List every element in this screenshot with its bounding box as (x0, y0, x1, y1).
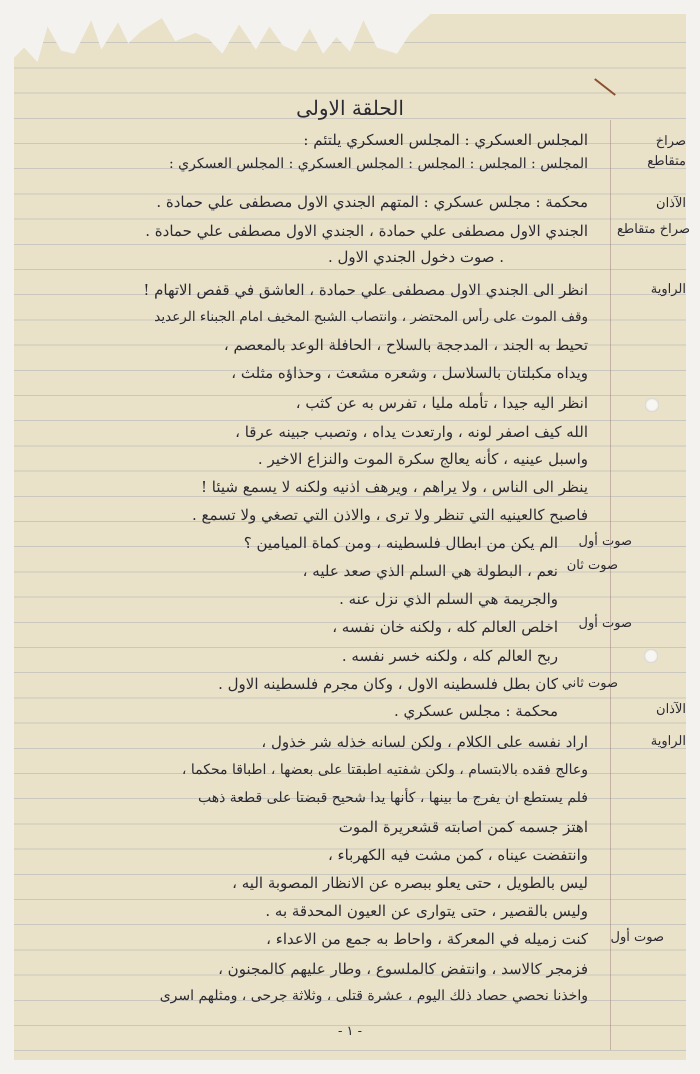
text-line: وعالج فقده بالابتسام ، ولكن شفتيه اطبقتا على بعضها ، اطباقا محكما ، (181, 762, 588, 778)
text-line: الجندي الاول مصطفى علي حمادة ، الجندي الاول مصطفى علي حمادة . (145, 222, 588, 240)
margin-label-azan: الآذان (656, 196, 686, 211)
text-line: الله كيف اصفر لونه ، وارتعدت يداه ، وتصبب جبينه عرقا ، (235, 423, 588, 441)
text-line: كان بطل فلسطينه الاول ، وكان مجرم فلسطينه الاول . (218, 675, 558, 693)
text-line: محكمة : مجلس عسكري . (393, 702, 558, 720)
text-line: اراد نفسه على الكلام ، ولكن لسانه خذله شر خذول ، (261, 733, 588, 751)
text-line: وانتفضت عيناه ، كمن مشت فيه الكهرباء ، (327, 846, 588, 864)
page-title: الحلقة الاولى (296, 96, 404, 120)
margin-label-narrator: الراوية (650, 282, 686, 297)
margin-label-narrator-2: الراوية (650, 734, 686, 749)
margin-label-voice-4: صوت ثاني (561, 676, 618, 691)
text-line: واسبل عينيه ، كأنه يعالج سكرة الموت والنزاع الاخير . (257, 450, 588, 468)
margin-label-crosstalk-2: صراخ متقاطع (616, 222, 690, 237)
text-line: كنت زميله في المعركة ، واحاط به جمع من الاعداء ، (266, 930, 588, 948)
text-line: تحيط به الجند ، المدججة بالسلاح ، الحافلة الوعد بالمعصم ، (223, 336, 588, 354)
text-line: انظر اليه جيدا ، تأمله مليا ، تفرس به عن كثب ، (295, 394, 588, 412)
text-line: فلم يستطع ان يفرج ما بينها ، كأنها يدا شحيح قبضتا على قطعة ذهب (197, 790, 588, 806)
text-line: المجلس : المجلس : المجلس : المجلس العسكري : المجلس العسكري : (168, 156, 588, 172)
text-line: والجريمة هي السلم الذي نزل عنه . (339, 590, 558, 608)
text-line: محكمة : مجلس عسكري : المتهم الجندي الاول مصطفى علي حمادة . (156, 193, 588, 211)
text-line: ويداه مكبلتان بالسلاسل ، وشعره مشعث ، وحذاؤه مثلث ، (231, 364, 588, 382)
punch-hole (645, 398, 659, 412)
text-line: ينظر الى الناس ، ولا يراهم ، ويرهف اذنيه ولكنه لا يسمع شيئا ! (200, 478, 588, 496)
text-line: اخلص العالم كله ، ولكنه خان نفسه ، (332, 618, 558, 636)
margin-label-azan-2: الآذان (656, 702, 686, 717)
margin-label-voice-1: صوت أول (578, 534, 632, 549)
text-line: الم يكن من ابطال فلسطينه ، ومن كماة الميامين ؟ (243, 534, 558, 552)
text-line: وليس بالقصير ، حتى يتوارى عن العيون المحدقة به . (265, 902, 588, 920)
punch-hole (644, 649, 658, 663)
text-line: المجلس العسكري : المجلس العسكري يلتئم : (303, 131, 588, 149)
text-line: انظر الى الجندي الاول مصطفى علي حمادة ، العاشق في قفص الاتهام ! (143, 281, 588, 299)
page-number: - ١ - (337, 1024, 363, 1039)
margin-label-crosstalk: صراخ متقاطع (647, 134, 686, 169)
text-line: ربح العالم كله ، ولكنه خسر نفسه . (341, 647, 558, 665)
text-line: نعم ، البطولة هي السلم الذي صعد عليه ، (302, 562, 558, 580)
text-line: . صوت دخول الجندي الاول . (327, 248, 504, 266)
text-line: اهتز جسمه كمن اصابته قشعريرة الموت (338, 818, 588, 836)
text-line: فاصبح كالعينيه التي تنظر ولا ترى ، والاذن التي تصغي ولا تسمع . (191, 506, 588, 524)
text-line: ليس بالطويل ، حتى يعلو ببصره عن الانظار المصوبة اليه ، (232, 874, 588, 892)
margin-rule (610, 120, 611, 1050)
text-line: فزمجر كالاسد ، وانتفض كالملسوع ، وطار عليهم كالمجنون ، (218, 960, 588, 978)
margin-label-voice-5: صوت أول (610, 930, 664, 945)
margin-label-voice-3: صوت أول (578, 616, 632, 631)
text-line: واخذنا نحصي حصاد ذلك اليوم ، عشرة قتلى ، وثلاثة جرحى ، ومثلهم اسرى (159, 988, 588, 1004)
text-line: وقف الموت على رأس المحتضر ، وانتصاب الشبح المخيف امام الجبناء الرعديد (154, 309, 588, 325)
margin-label-voice-2: صوت ثان (566, 558, 618, 573)
